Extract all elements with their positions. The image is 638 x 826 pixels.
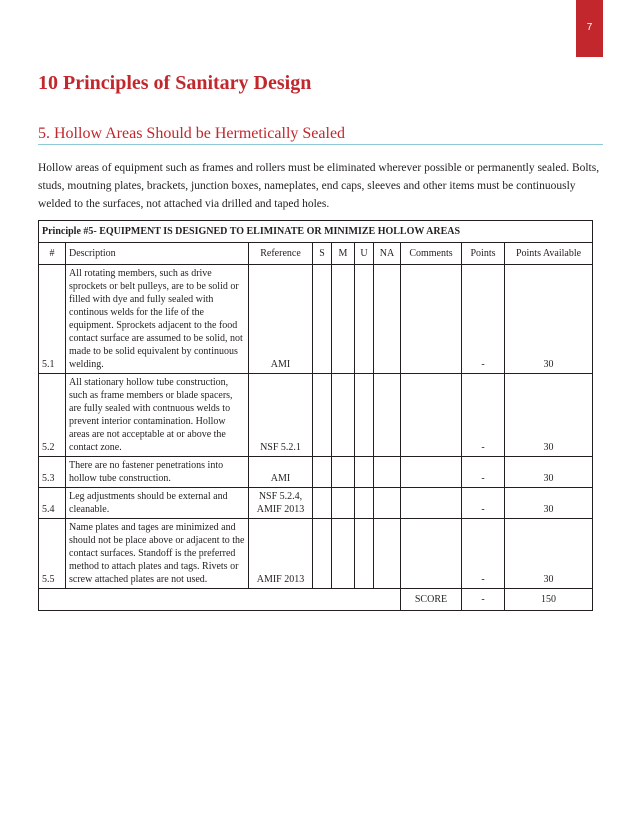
row-points: - [462,457,505,488]
row-s-cell[interactable] [313,488,332,519]
table-row [39,519,593,589]
row-na-cell[interactable] [374,265,401,374]
row-s-cell[interactable] [313,519,332,589]
row-number: 5.4 [39,488,66,519]
row-reference: AMIF 2013 [249,519,313,589]
header-reference: Reference [249,243,313,265]
row-points: - [462,488,505,519]
row-points-available: 30 [505,374,593,457]
row-reference: AMI [249,457,313,488]
section-divider [38,144,603,145]
row-na-cell[interactable] [374,488,401,519]
row-points: - [462,265,505,374]
row-m-cell[interactable] [332,374,355,457]
header-s: S [313,243,332,265]
row-points-available: 30 [505,488,593,519]
row-s-cell[interactable] [313,265,332,374]
row-na-cell[interactable] [374,457,401,488]
row-u-cell[interactable] [355,374,374,457]
row-comments-cell[interactable] [401,374,462,457]
table-row [39,265,593,374]
table-row [39,488,593,519]
row-number: 5.1 [39,265,66,374]
row-description: Name plates and tages are minimized and should not be place above or adjacent to the contact surfaces. Standoff is the preferred method to attach plates and tags. Rivets or screw attached plates are not used. [66,519,249,589]
score-spacer-cell [39,589,401,611]
row-comments-cell[interactable] [401,488,462,519]
header-m: M [332,243,355,265]
row-na-cell[interactable] [374,519,401,589]
row-reference: NSF 5.2.4, AMIF 2013 [249,488,313,519]
row-u-cell[interactable] [355,457,374,488]
score-points: - [462,589,505,611]
row-comments-cell[interactable] [401,519,462,589]
row-description: All rotating members, such as drive sprockets or belt pulleys, are to be solid or filled with dye and fully sealed with continous welds for the life of the equipment. Sprockets adjacent to the food contact surface are assumed to be solid, not made to be solid equivalent by continuous welding. [66,265,249,374]
header-points-available: Points Available [505,243,593,265]
row-description: All stationary hollow tube construction, such as frame members or blade spacers, are fully sealed with contnuous welds to prevent interior contamination. Hollow areas are not acceptable at or above the contact zone. [66,374,249,457]
page-number-tab [576,0,603,57]
score-row [39,589,593,611]
row-m-cell[interactable] [332,519,355,589]
table-caption: Principle #5- EQUIPMENT IS DESIGNED TO ELIMINATE OR MINIMIZE HOLLOW AREAS [39,221,593,243]
row-u-cell[interactable] [355,519,374,589]
table-row [39,374,593,457]
table-header-row [39,243,593,265]
header-points: Points [462,243,505,265]
header-u: U [355,243,374,265]
header-comments: Comments [401,243,462,265]
row-points: - [462,374,505,457]
row-points: - [462,519,505,589]
row-points-available: 30 [505,457,593,488]
page-number: 7 [586,22,593,33]
intro-paragraph: Hollow areas of equipment such as frames and rollers must be eliminated wherever possible or permanently sealed. Bolts, studs, moutning plates, brackets, junction boxes, nameplates, end caps, sleeves and other items must be continuously welded to the surfaces, not attached via drilled and taped holes. [38,162,600,210]
row-number: 5.2 [39,374,66,457]
header-description: Description [66,243,249,265]
checklist-table-container [38,220,592,611]
table-row [39,457,593,488]
score-points-available: 150 [505,589,593,611]
section-heading: 5. Hollow Areas Should be Hermetically Sealed [38,125,346,142]
row-u-cell[interactable] [355,488,374,519]
row-comments-cell[interactable] [401,457,462,488]
row-m-cell[interactable] [332,457,355,488]
row-number: 5.3 [39,457,66,488]
row-number: 5.5 [39,519,66,589]
row-m-cell[interactable] [332,488,355,519]
row-s-cell[interactable] [313,374,332,457]
row-s-cell[interactable] [313,457,332,488]
header-na: NA [374,243,401,265]
row-reference: AMI [249,265,313,374]
header-number: # [39,243,66,265]
row-comments-cell[interactable] [401,265,462,374]
row-points-available: 30 [505,519,593,589]
score-label: SCORE [401,589,462,611]
row-na-cell[interactable] [374,374,401,457]
principle-checklist-table [38,220,593,611]
row-reference: NSF 5.2.1 [249,374,313,457]
document-title: 10 Principles of Sanitary Design [38,72,312,94]
row-m-cell[interactable] [332,265,355,374]
row-u-cell[interactable] [355,265,374,374]
row-description: There are no fastener penetrations into hollow tube construction. [66,457,249,488]
row-description: Leg adjustments should be external and cleanable. [66,488,249,519]
row-points-available: 30 [505,265,593,374]
